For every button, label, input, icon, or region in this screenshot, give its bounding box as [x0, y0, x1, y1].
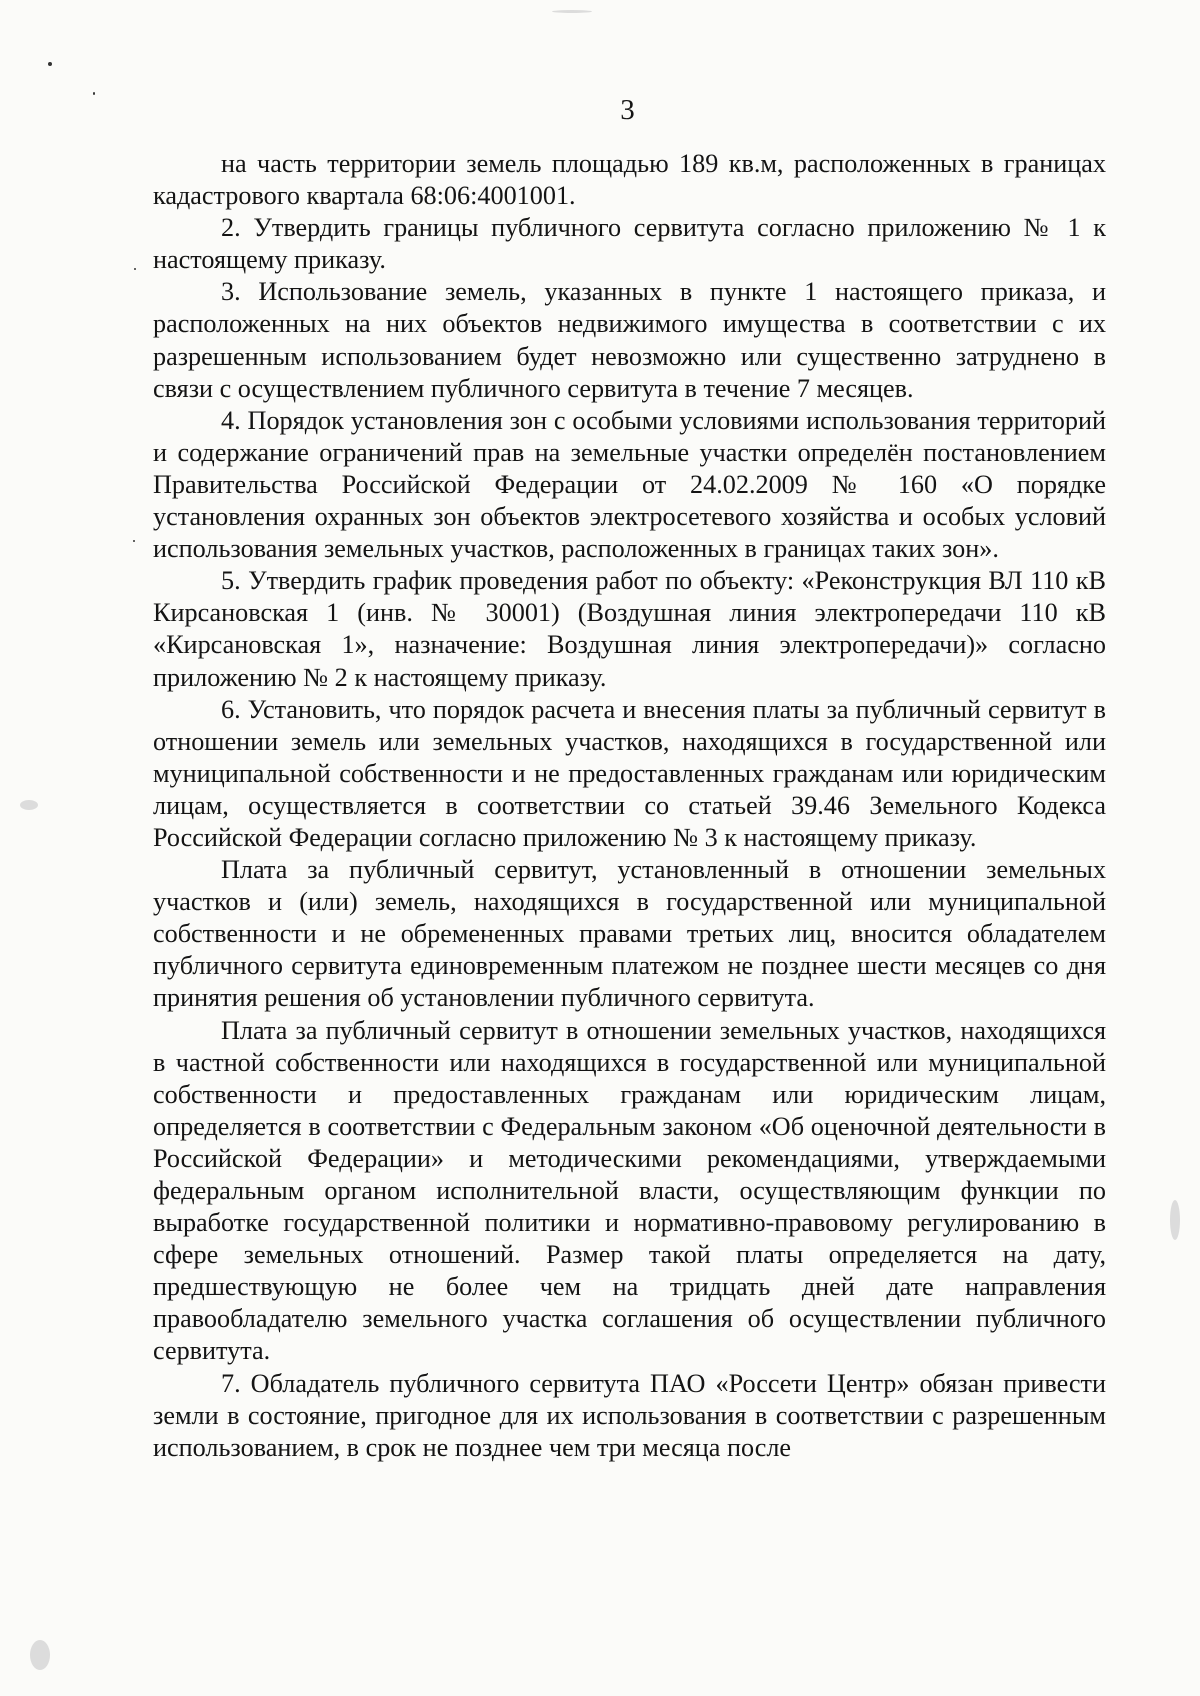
page-number: 3 [620, 94, 635, 126]
paragraph-4: 4. Порядок установления зон с особыми условиями использования территорий и содержание ограничений прав на земельные участки определён постановлением Правительства Российской Федерации от 24.02.2009 № 160 «О порядке установления охранных зон объектов электросетевого хозяйства и особых условий использования земельных участков, расположенных в границах таких зон». [153, 405, 1106, 564]
paragraph-6: 6. Установить, что порядок расчета и внесения платы за публичный сервитут в отношении земель или земельных участков, находящихся в государственной или муниципальной собственности и не предоставленных гражданам или юридическим лицам, осуществляется в соответствии со статьей 39.46 Земельного Кодекса Российской Федерации согласно приложению № 3 к настоящему приказу. [153, 694, 1106, 852]
scan-noise [552, 10, 592, 13]
paragraph-6-fee-private: Плата за публичный сервитут в отношении земельных участков, находящихся в частной собственности или находящихся в государственной или муниципальной собственности и предоставленных гражданам или юридическим лицам, определяется в соответствии с Федеральным законом «Об оценочной деятельности в Российской Федерации» и методическими рекомендациями, утверждаемыми федеральным органом исполнительной власти, осуществляющим функции по выработке государственной политики и нормативно-правовому регулированию в сфере земельных отношений. Размер такой платы определяется на дату, предшествующую не более чем на тридцать дней дате направления правообладателю земельного участка соглашения об осуществлении публичного сервитута. [153, 1015, 1106, 1366]
paragraph-2: 2. Утвердить границы публичного сервитута согласно приложению № 1 к настоящему приказу. [153, 213, 1106, 275]
paragraph-6-fee-state: Плата за публичный сервитут, установленный в отношении земельных участков и (или) земель, находящихся в государственной или муниципальной собственности и не обремененных правами третьих лиц, вносится обладателем публичного сервитута единовременным платежом не позднее шести месяцев со дня принятия решения об установлении публичного сервитута. [153, 855, 1106, 1013]
scan-noise [30, 1640, 50, 1670]
scan-speck [93, 92, 95, 95]
scan-noise [1170, 1200, 1180, 1240]
scan-noise [20, 800, 38, 810]
paragraph-5: 5. Утвердить график проведения работ по объекту: «Реконструкция ВЛ 110 кВ Кирсановская 1 (инв. № 30001) (Воздушная линия электропередачи 110 кВ «Кирсановская 1», назначение: Воздушная линия электропередачи)» согласно приложению № 2 к настоящему приказу. [153, 566, 1106, 692]
paragraph-7: 7. Обладатель публичного сервитута ПАО «Россети Центр» обязан привести земли в состояние, пригодное для их использования в соответствии с разрешенным использованием, в срок не позднее чем три месяца после [153, 1368, 1106, 1462]
paragraph-3: 3. Использование земель, указанных в пункте 1 настоящего приказа, и расположенных на них объектов недвижимого имущества в соответствии с их разрешенным использованием будет невозможно или существенно затруднено в связи с осуществлением публичного сервитута в течение 7 месяцев. [153, 277, 1106, 403]
scan-speck [134, 268, 136, 270]
scan-speck [48, 62, 52, 66]
document-body [153, 148, 1106, 1464]
paragraph-1-continuation: на часть территории земель площадью 189 кв.м, расположенных в границах кадастрового квартала 68:06:4001001. [153, 149, 1106, 211]
scan-speck [133, 540, 135, 542]
